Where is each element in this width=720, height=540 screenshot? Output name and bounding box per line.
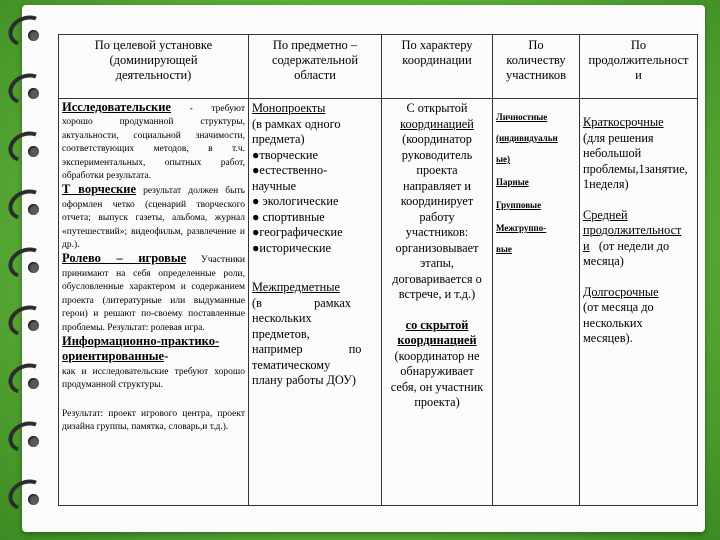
header-line: По	[630, 38, 647, 52]
text-line: научные	[252, 178, 297, 193]
text-line: (координатор	[402, 132, 472, 146]
type-description: как и исследовательские требуют хорошо продуманной структуры.	[62, 366, 245, 391]
text-line: ●естественно-	[252, 163, 328, 177]
text-line: (от месяца до	[583, 300, 654, 314]
header-line: деятельности)	[115, 68, 192, 82]
goal-cell	[59, 99, 249, 506]
text-line: предмета)	[252, 132, 305, 146]
type-title: Информационно-практико-ориентированные	[62, 333, 220, 364]
text-line: договаривается о	[392, 271, 482, 286]
text-line: (в рамках	[252, 295, 351, 310]
header-line: участников	[505, 68, 567, 82]
type-title-dash: -	[164, 349, 169, 364]
text-line: направляет и	[403, 178, 471, 193]
text-line: ●творческие	[252, 147, 318, 162]
text-line: 1неделя)	[583, 177, 629, 191]
text-line: организовывает	[395, 240, 479, 255]
text-line: координирует	[400, 194, 474, 208]
text-line: тематическому	[252, 357, 331, 372]
text-line: нескольких	[583, 315, 643, 330]
header-duration	[580, 35, 698, 99]
type-title: продолжительност	[583, 223, 682, 237]
text-line: руководитель	[401, 147, 473, 162]
text-line: небольшой	[583, 146, 642, 160]
header-line: количеству	[506, 53, 566, 67]
text-line: (в рамках одного	[252, 116, 341, 131]
type-description: - требуют хорошо продуманной структуры, актуальности, социальной значимости, соответствующих методов, в т.ч. экспериментальных, опытных работ, обработки результата.	[62, 104, 245, 182]
type-description: результат должен быть оформлен четко (сценарий творческого отчета; выпуск газеты, альбома, журнал «путешествий»; видеофильм, развлечение и др.).	[62, 186, 245, 251]
text-line: месяцев).	[583, 331, 633, 345]
header-line: По предметно –	[272, 38, 358, 52]
header-line: области	[294, 68, 336, 82]
type-result: Результат: проект игрового центра, проект дизайна группы, памятка, словарь,и т.д.).	[62, 408, 245, 432]
header-participants	[493, 35, 580, 99]
text-line: обнаруживает	[400, 364, 474, 378]
text-line: проблемы,1занятие,	[583, 161, 688, 176]
text-line: ● экологические	[252, 194, 339, 208]
content-row	[59, 99, 698, 506]
text-line: проекта)	[414, 395, 460, 409]
text-line: плану работы ДОУ)	[252, 373, 356, 387]
duration-cell	[580, 99, 698, 506]
text-line: этапы,	[419, 256, 454, 270]
type-title: ые)	[496, 154, 511, 164]
type-title: Монопроекты	[252, 101, 326, 115]
coordination-cell	[382, 99, 493, 506]
type-title: С открытой	[406, 101, 468, 115]
type-title: вые	[496, 244, 512, 254]
type-description: Участники принимают на себя определенные роли, обусловленные характером и содержанием проекта (литературные или выдуманные герои) и решают по-своему поставленные проблемы. Результат: ролевая игра.	[62, 255, 245, 333]
type-title: Межгруппо-	[496, 223, 547, 233]
text-line: (координатор не	[394, 348, 480, 363]
header-subject	[249, 35, 382, 99]
type-title: и	[583, 238, 590, 253]
text-line: нескольких	[252, 311, 312, 325]
type-title: координацией	[400, 116, 474, 131]
type-title: Краткосрочные	[583, 115, 664, 129]
text-line: ●исторические	[252, 240, 331, 255]
header-goal	[59, 35, 249, 99]
participants-cell	[493, 99, 580, 506]
type-title: Групповые	[496, 200, 542, 210]
text-line: ●географические	[252, 225, 343, 239]
text-line: встрече, и т.д.)	[398, 287, 476, 301]
type-title: Личностные	[496, 112, 548, 122]
header-line: содержательной	[271, 53, 359, 67]
text-line: например по	[252, 342, 362, 356]
type-title: Парные	[496, 177, 529, 187]
type-title: Т ворческие	[62, 182, 136, 197]
header-line: По	[528, 38, 544, 52]
type-title: координацией	[397, 333, 477, 347]
type-title: Ролево – игровые	[62, 251, 187, 266]
text-line: ● спортивные	[252, 209, 325, 224]
project-types-table	[58, 34, 698, 506]
header-line: По целевой установке	[94, 38, 213, 52]
type-title: Межпредметные	[252, 280, 340, 294]
text-line: (от недели до	[589, 238, 670, 253]
text-line: участников:	[405, 225, 469, 239]
header-line: продолжительност	[588, 53, 689, 67]
type-title: Средней	[583, 207, 628, 222]
header-line: (доминирующей	[109, 53, 198, 67]
text-line: себя, он участник	[390, 379, 484, 394]
subject-cell	[249, 99, 382, 506]
type-title: со скрытой	[405, 317, 469, 332]
type-title: Исследовательские	[62, 100, 171, 114]
text-line: предметов,	[252, 326, 310, 341]
header-line: и	[635, 68, 642, 82]
type-title: Долгосрочные	[583, 284, 659, 299]
text-line: месяца)	[583, 254, 624, 268]
text-line: работу	[419, 209, 455, 224]
text-line: (для решения	[583, 130, 654, 145]
type-title: (индивидуальн	[496, 133, 558, 143]
header-coordination	[382, 35, 493, 99]
text-line: проекта	[416, 163, 458, 177]
header-line: По характеру	[401, 38, 473, 52]
header-line: координации	[402, 53, 472, 67]
header-row	[59, 35, 698, 99]
